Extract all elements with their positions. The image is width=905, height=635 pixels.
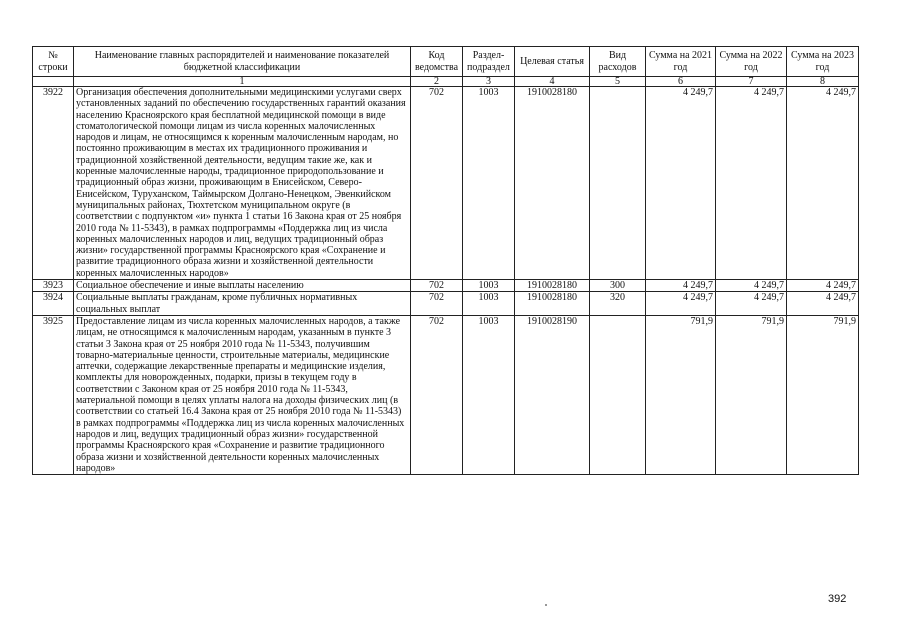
row-number: 3925 — [33, 315, 74, 474]
header-row-no: № строки — [33, 47, 74, 77]
row-sum-2022: 4 249,7 — [716, 87, 787, 280]
row-sum-2022: 4 249,7 — [716, 292, 787, 316]
row-sum-2023: 4 249,7 — [787, 87, 859, 280]
row-expense-type — [590, 87, 646, 280]
row-target: 1910028180 — [515, 280, 590, 292]
table-row — [33, 292, 859, 316]
row-sum-2022: 4 249,7 — [716, 280, 787, 292]
header-name: Наименование главных распорядителей и наименование показателей бюджетной классификации — [74, 47, 411, 77]
row-sum-2021: 4 249,7 — [646, 292, 716, 316]
budget-table — [32, 46, 859, 475]
row-target: 1910028180 — [515, 87, 590, 280]
row-target: 1910028190 — [515, 315, 590, 474]
row-section: 1003 — [463, 280, 515, 292]
row-expense-type: 320 — [590, 292, 646, 316]
header-dept: Код ведомства — [411, 47, 463, 77]
row-number: 3923 — [33, 280, 74, 292]
row-dept: 702 — [411, 87, 463, 280]
row-dept: 702 — [411, 315, 463, 474]
column-number: 6 — [646, 77, 716, 87]
row-sum-2022: 791,9 — [716, 315, 787, 474]
row-target: 1910028180 — [515, 292, 590, 316]
row-expense-type: 300 — [590, 280, 646, 292]
column-number: 7 — [716, 77, 787, 87]
column-number: 5 — [590, 77, 646, 87]
row-sum-2021: 4 249,7 — [646, 87, 716, 280]
row-dept: 702 — [411, 292, 463, 316]
row-sum-2021: 791,9 — [646, 315, 716, 474]
header-sum-2023: Сумма на 2023 год — [787, 47, 859, 77]
row-sum-2021: 4 249,7 — [646, 280, 716, 292]
header-target: Целевая статья — [515, 47, 590, 77]
row-description: Социальные выплаты гражданам, кроме публичных нормативных социальных выплат — [74, 292, 411, 316]
row-expense-type — [590, 315, 646, 474]
row-section: 1003 — [463, 315, 515, 474]
row-sum-2023: 791,9 — [787, 315, 859, 474]
column-number: 8 — [787, 77, 859, 87]
header-sum-2022: Сумма на 2022 год — [716, 47, 787, 77]
column-number — [33, 77, 74, 87]
row-dept: 702 — [411, 280, 463, 292]
table-row — [33, 315, 859, 474]
page-number: 392 — [828, 593, 847, 605]
column-number: 1 — [74, 77, 411, 87]
row-description: Предоставление лицам из числа коренных малочисленных народов, а также лицам, не относящимся к малочисленным народам, указанным в пункте 3 статьи 3 Закона края от 25 ноября 2010 года № 11-5343, получившим товарно-материальные ценности, строительные материалы, медицинские аптечки, содержащие лекарственные препараты и медицинские изделия, комплекты для новорожденных, подарки, призы в текущем году в соответствии с Законом края от 25 ноября 2010 года № 11-5343, материальной помощи в целях уплаты налога на доходы физических лиц (в соответствии со статьей 16.4 Закона края от 25 ноября 2010 года № 11-5343) в рамках подпрограммы «Поддержка лиц из числа коренных малочисленных народов и лиц, ведущих традиционный образ жизни» государственной программы Красноярского края «Сохранение и развитие традиционного образа жизни и хозяйственной деятельности коренных малочисленных народов» — [74, 315, 411, 474]
row-sum-2023: 4 249,7 — [787, 292, 859, 316]
column-number: 2 — [411, 77, 463, 87]
table-row — [33, 280, 859, 292]
table-row — [33, 87, 859, 280]
header-section: Раздел-подраздел — [463, 47, 515, 77]
scan-speck — [545, 604, 547, 606]
row-description: Организация обеспечения дополнительными медицинскими услугами сверх установленных заданий по обеспечению государственных гарантий оказания населению Красноярского края бесплатной медицинской помощи в виде стоматологической помощи лицам из числа коренных малочисленных народов и лицам, не относящимся к коренным малочисленным народам, но постоянно проживающим в местах их традиционного проживания и традиционной хозяйственной деятельности, ведущим такие же, как и коренные малочисленные народы, традиционное природопользование и традиционный образ жизни, проживающим в Енисейском, Северо-Енисейском, Туруханском, Таймырском Долгано-Ненецком, Эвенкийском муниципальных районах, Тюхтетском муниципальном округе (в соответствии с подпунктом «и» пункта 1 статьи 16 Закона края от 25 ноября 2010 года № 11-5343), в рамках подпрограммы «Поддержка лиц из числа коренных малочисленных народов и лиц, ведущих традиционный образ жизни» государственной программы Красноярского края «Сохранение и развитие традиционного образа жизни и хозяйственной деятельности коренных малочисленных народов» — [74, 87, 411, 280]
row-section: 1003 — [463, 87, 515, 280]
column-number: 3 — [463, 77, 515, 87]
row-description: Социальное обеспечение и иные выплаты населению — [74, 280, 411, 292]
header-expense-type: Вид расходов — [590, 47, 646, 77]
row-number: 3924 — [33, 292, 74, 316]
row-sum-2023: 4 249,7 — [787, 280, 859, 292]
row-section: 1003 — [463, 292, 515, 316]
row-number: 3922 — [33, 87, 74, 280]
header-sum-2021: Сумма на 2021 год — [646, 47, 716, 77]
column-number: 4 — [515, 77, 590, 87]
